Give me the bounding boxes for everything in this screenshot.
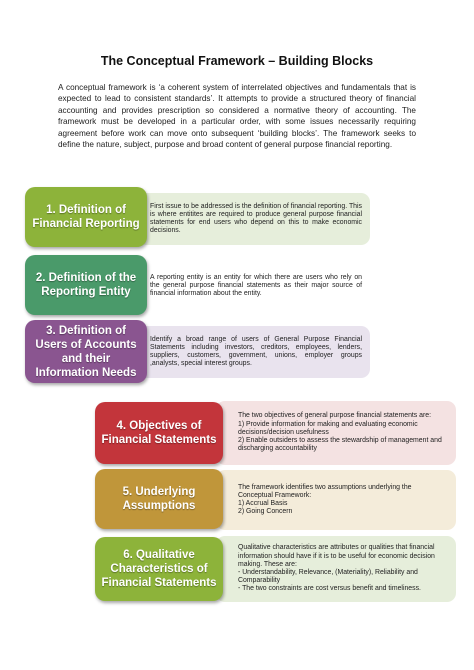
- block-5-description: [216, 470, 456, 530]
- block-4-text: The two objectives of general purpose financial statements are: 1) Provide information for making and evaluating economic decisions/decision usefulness 2) Enable outsiders to assess the stewardship of management and discharging accountability: [238, 412, 442, 453]
- block-4-description: [216, 401, 456, 465]
- block-6-description: [216, 536, 456, 602]
- block-6-text: Qualitative characteristics are attributes or qualities that financial information should have if it is to be useful for economic decision making. These are: - Understandability, Relevance, (Materiality), Reliability and Comparability - The two constraints are cost versus benefit and timeliness.: [238, 544, 435, 593]
- intro-paragraph: [58, 82, 416, 150]
- block-4-label: [95, 402, 223, 464]
- block-1-text: First issue to be addressed is the definition of financial reporting. This is where entitites are required to produce general purpose financial statements for end users who depend on this to make economic decisions.: [150, 202, 362, 235]
- intro-text: A conceptual framework is ‘a coherent system of interrelated objectives and fundamentals that is expected to lead to consistent standards’. It attempts to provide a structured theory of financial accounting and provides prescription so considered a normative theory of accounting. The framework must be developed in a particular order, with some issues necessarily requiring agreement before work can move onto subsequent ‘building blocks’. The framework seeks to define the nature, subject, purpose and broad content of general purpose financial reporting.: [58, 83, 416, 150]
- block-2-label-text: 2. Definition of the Reporting Entity: [35, 272, 137, 298]
- block-3-description: [138, 326, 370, 378]
- block-2-description: [138, 262, 370, 310]
- page-title: The Conceptual Framework – Building Blocks: [100, 54, 374, 68]
- block-1-label: [25, 187, 147, 247]
- block-5-text: The framework identifies two assumptions underlying the Conceptual Framework: 1) Accrual Basis 2) Going Concern: [238, 483, 412, 516]
- block-2-label: [25, 255, 147, 315]
- block-6-label: [95, 537, 223, 601]
- block-5-label: [95, 469, 223, 529]
- block-1-description: [138, 193, 370, 245]
- block-5-label-text: 5. Underlying Assumptions: [122, 486, 196, 512]
- block-3-label: [25, 320, 147, 383]
- block-3-label-text: 3. Definition of Users of Accounts and their Information Needs: [35, 324, 137, 379]
- block-2-text: A reporting entity is an entity for which there are users who rely on the general purpose financial statements as their major source of financial information about the entity.: [150, 273, 362, 298]
- block-1-label-text: 1. Definition of Financial Reporting: [32, 204, 140, 230]
- block-3-text: Identify a broad range of users of General Purpose Financial Statements including investors, creditors, employees, lenders, suppliers, customers, government, unions, employer groups ,analysts, special interest groups.: [150, 335, 362, 368]
- block-6-label-text: 6. Qualitative Characteristics of Financial Statements: [101, 549, 217, 589]
- block-4-label-text: 4. Objectives of Financial Statements: [101, 420, 217, 446]
